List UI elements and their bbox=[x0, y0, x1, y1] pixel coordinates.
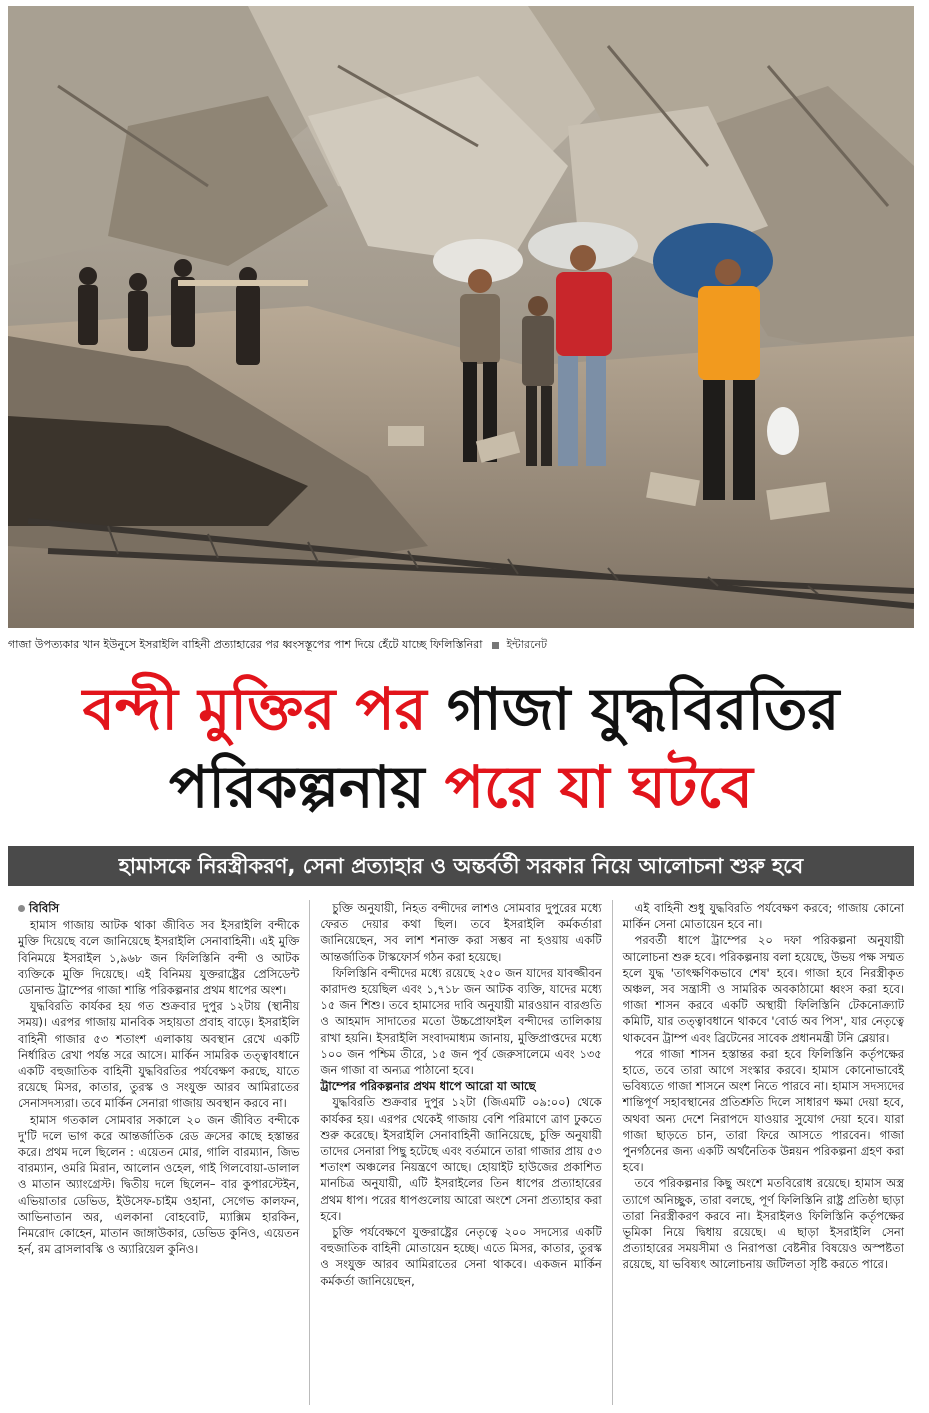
paragraph: পরে গাজা শাসন হস্তান্তর করা হবে ফিলিস্তিনি কর্তৃপক্ষের হাতে, তবে তারা আগে সংস্কার করবে। হামাস কোনোভাবেই ভবিষ্যতে গাজা শাসনে অংশ নিতে পারবে না। হামাস সদস্যদের শান্তিপূর্ণ সহাবস্থানের প্রতিশ্রুতি দিলে সাধারণ ক্ষমা দেয়া হবে, অথবা অন্য দেশে নিরাপদে যাওয়ার সুযোগ দেয়া হবে। যারা গাজা ছাড়তে চান, তারা ফিরে আসতে পারবেন। গাজা পুনর্গঠনের জন্য একটি অর্থনৈতিক উন্নয়ন পরিকল্পনা গ্রহণ করা হবে। bbox=[622, 1046, 904, 1175]
paragraph: হামাস গাজায় আটক থাকা জীবিত সব ইসরাইলি বন্দীকে মুক্তি দিয়েছে বলে জানিয়েছে ইসরাইলি সেনাবাহিনী। এই মুক্তি বিনিময়ে ইসরাইল ১,৯৬৮ জন ফিলিস্তিনি বন্দী ও আটক ব্যক্তিকে মুক্তি দিয়েছে। এই বিনিময় যুক্তরাষ্ট্রের প্রেসিডেন্ট ডোনাল্ড ট্রাম্পের গাজা শান্তি পরিকল্পনার প্রথম ধাপের অংশ। bbox=[18, 918, 300, 998]
article-body bbox=[8, 900, 914, 1405]
paragraph: যুদ্ধবিরতি শুক্রবার দুপুর ১২টা (জিএমটি ০৯:০০) থেকে কার্যকর হয়। এরপর থেকেই গাজায় বেশি পরিমাণে ত্রাণ ঢুকতে শুরু করেছে। ইসরাইলি সেনাবাহিনী জানিয়েছে, চুক্তি অনুযায়ী তাদের সেনারা পিছু হটেছে এবং বর্তমানে তারা গাজার প্রায় ৫৩ শতাংশ অঞ্চলের নিয়ন্ত্রণে আছে। হোয়াইট হাউজের প্রকাশিত মানচিত্র অনুযায়ী, এটি ইসরাইলের তিন ধাপের প্রত্যাহারের প্রথম ধাপ। পরের ধাপগুলোয় আরো অংশে সেনা প্রত্যাহার করা হবে। bbox=[320, 1095, 602, 1223]
headline-line2-red: পরে যা ঘটবে bbox=[444, 753, 753, 821]
headline-line-1 bbox=[8, 670, 914, 748]
paragraph: চুক্তি পর্যবেক্ষণে যুক্তরাষ্ট্রের নেতৃত্বে ২০০ সদস্যের একটি বহুজাতিক বাহিনী মোতায়েন হচ্ছে। এতে মিসর, কাতার, তুরস্ক ও সংযুক্ত আরব আমিরাতের সেনা থাকবে। একজন মার্কিন কর্মকর্তা জানিয়েছেন, bbox=[320, 1225, 602, 1288]
paragraph: যুদ্ধবিরতি কার্যকর হয় গত শুক্রবার দুপুর ১২টায় (স্থানীয় সময়)। এরপর গাজায় মানবিক সহায়তা প্রবাহ বাড়ে। ইসরাইলি বাহিনী গাজার ৫৩ শতাংশ এলাকায় অবস্থান রেখে একটি নির্ধারিত রেখা পর্যন্ত সরে আসে। মার্কিন সামরিক তত্ত্বাবধানে একটি বহুজাতিক বাহিনী যুদ্ধবিরতির পর্যবেক্ষণ করছে, যাতে রয়েছে মিসর, কাতার, তুরস্ক ও সংযুক্ত আরব আমিরাতের সেনাসদস্যরা। তবে মার্কিন সেনারা গাজায় অবস্থান করবে না। bbox=[18, 999, 300, 1111]
headline bbox=[8, 670, 914, 826]
subheading-bar: হামাসকে নিরস্ত্রীকরণ, সেনা প্রত্যাহার ও অন্তর্বর্তী সরকার নিয়ে আলোচনা শুরু হবে bbox=[8, 846, 914, 886]
headline-line2-black: পরিকল্পনায় bbox=[169, 753, 425, 821]
paragraph: ফিলিস্তিনি বন্দীদের মধ্যে রয়েছে ২৫০ জন যাদের যাবজ্জীবন কারাদণ্ড হয়েছিল এবং ১,৭১৮ জন আটক ব্যক্তি, যাদের মধ্যে ১৫ জন শিশু। তবে হামাসের দাবি অনুযায়ী মারওয়ান বারগুতি ও আহমাদ সাদাতের মতো উচ্চপ্রোফাইল বন্দীদের তালিকায় রাখা হয়নি। ইসরাইলি সংবাদমাধ্যম জানায়, মুক্তিপ্রাপ্তদের মধ্যে ১০০ জন পশ্চিম তীরে, ১৫ জন পূর্ব জেরুসালেমে এবং ১৩৫ জন গাজা বা অন্যত্র পাঠানো হবে। bbox=[320, 965, 602, 1078]
paragraph: এই বাহিনী শুধু যুদ্ধবিরতি পর্যবেক্ষণ করবে; গাজায় কোনো মার্কিন সেনা মোতায়েন হবে না। bbox=[622, 901, 904, 932]
square-bullet-icon bbox=[492, 642, 499, 649]
news-photo bbox=[8, 6, 914, 628]
section-subhead: ট্রাম্পের পরিকল্পনার প্রথম ধাপে আরো যা আছে bbox=[320, 1079, 536, 1094]
article-column-2 bbox=[309, 900, 611, 1405]
paragraph: হামাস গতকাল সোমবার সকালে ২০ জন জীবিত বন্দীকে দু'টি দলে ভাগ করে আন্তর্জাতিক রেড ক্রসের কাছে হস্তান্তর করে। প্রথম দলে ছিলেন : এয়েতন মোর, গালি বারম্যান, জিভ বারম্যান, ওমরি মিরান, আলোন ওহেল, গাই গিলবোয়া-ডালাল ও মাতান অ্যাংগ্রেস্ট। দ্বিতীয় দলে ছিলেন– বার কুপারস্টেইন, এভিয়াতার ডেভিড, ইউসেফ-চাইম ওহানা, সেগেভ কালফন, আভিনাতান অর, এলকানা বোহবোট, ম্যাক্সিম হারকিন, নিমরোদ কোহেন, মাতান জাঙ্গাউকার, ডেভিড কুনিও, এয়েতন হর্ন, রম ব্রাসলাবস্কি ও অ্যারিয়েল কুনিও। bbox=[18, 1112, 300, 1257]
photo-caption bbox=[8, 634, 914, 656]
gaza-rubble-photo-icon bbox=[8, 6, 914, 628]
paragraph: চুক্তি অনুযায়ী, নিহত বন্দীদের লাশও সোমবার দুপুরের মধ্যে ফেরত দেয়ার কথা ছিল। তবে ইসরাইলি কর্মকর্তারা জানিয়েছেন, সব লাশ শনাক্ত করা সম্ভব না হওয়ায় একটি আন্তর্জাতিক টাস্কফোর্স গঠন করা হয়েছে। bbox=[320, 901, 602, 964]
photo-credit: ইন্টারনেট bbox=[506, 638, 548, 651]
caption-text: গাজা উপত্যকার খান ইউনুসে ইসরাইলি বাহিনী প্রত্যাহারের পর ধ্বংসস্তূপের পাশ দিয়ে হেঁটে যাচ্ছে ফিলিস্তিনিরা bbox=[8, 638, 483, 651]
paragraph: পরবর্তী ধাপে ট্রাম্পের ২০ দফা পরিকল্পনা অনুযায়ী আলোচনা শুরু হবে। পরিকল্পনায় বলা হয়েছে, উভয় পক্ষ সম্মত হলে যুদ্ধ 'তাৎক্ষণিকভাবে শেষ' হবে। গাজা হবে নিরস্ত্রীকৃত অঞ্চল, সব সন্ত্রাসী ও সামরিক অবকাঠামো ধ্বংস করা হবে। গাজা শাসন করবে একটি অস্থায়ী ফিলিস্তিনি টেকনোক্র্যাট কমিটি, যার তত্ত্বাবধানে থাকবে 'বোর্ড অব পিস', যার নেতৃত্বে থাকবেন ট্রাম্প এবং ব্রিটেনের সাবেক প্রধানমন্ত্রী টনি ব্লেয়ার। bbox=[622, 933, 904, 1045]
article-column-1 bbox=[8, 900, 309, 1405]
paragraph: তবে পরিকল্পনার কিছু অংশে মতবিরোধ রয়েছে। হামাস অস্ত্র ত্যাগে অনিচ্ছুক, তারা বলছে, পূর্ণ ফিলিস্তিনি রাষ্ট্র প্রতিষ্ঠা ছাড়া তারা নিরস্ত্রীকরণ করবে না। ইসরাইলও ফিলিস্তিনি কর্তৃপক্ষের ভূমিকা নিয়ে দ্বিধায় রয়েছে। এ ছাড়া ইসরাইলি সেনা প্রত্যাহারের সময়সীমা ও নিরাপত্তা বেষ্টনীর বিষয়েও অস্পষ্টতা রয়েছে, যা ভবিষ্যৎ আলোচনায় জটিলতা সৃষ্টি করতে পারে। bbox=[622, 1176, 904, 1272]
headline-line-2 bbox=[8, 748, 914, 826]
article-source bbox=[18, 900, 299, 916]
source-label: বিবিসি bbox=[29, 901, 59, 915]
headline-line1-red: বন্দী মুক্তির পর bbox=[82, 675, 427, 743]
headline-line1-black: গাজা যুদ্ধবিরতির bbox=[446, 675, 840, 743]
article-column-3 bbox=[612, 900, 914, 1405]
bullet-dot-icon bbox=[18, 905, 25, 912]
